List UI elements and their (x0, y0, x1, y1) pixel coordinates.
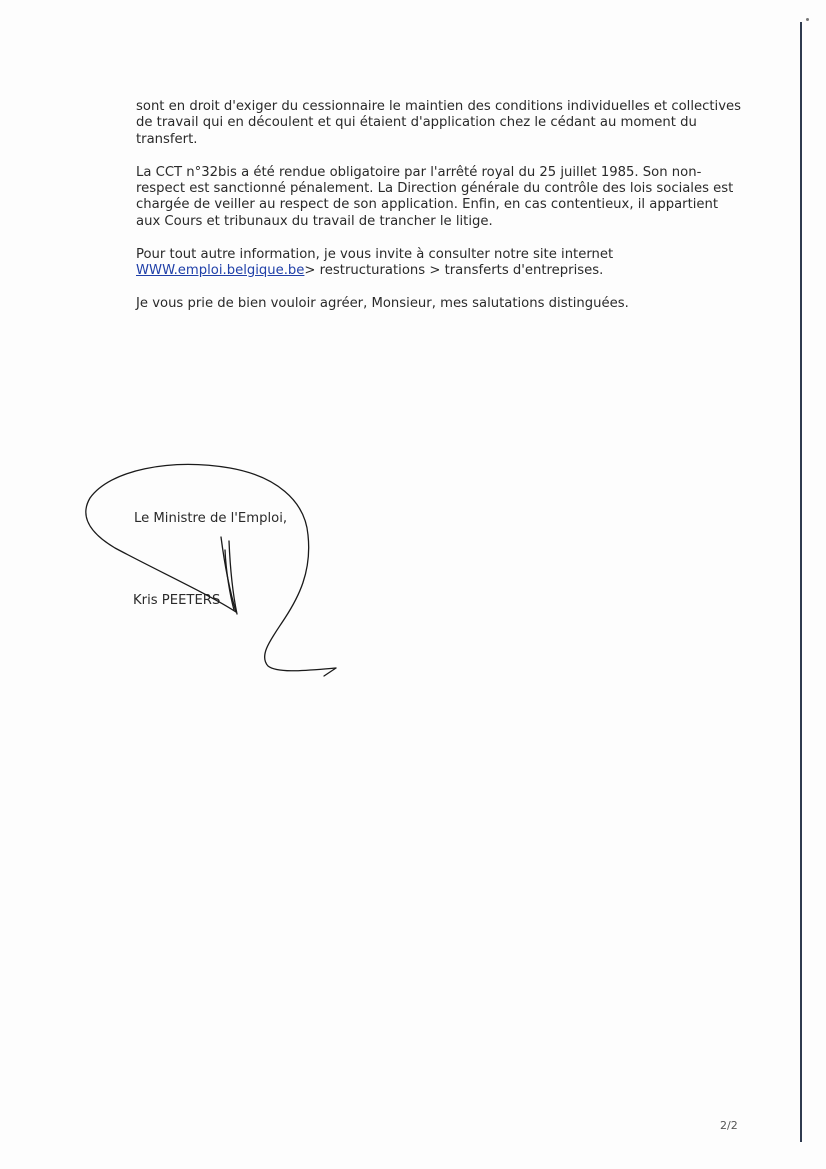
scan-edge-line (800, 22, 802, 1142)
paragraph-cct-32bis: La CCT n°32bis a été rendue obligatoire par l'arrêté royal du 25 juillet 1985. Son non- respect est sanctionné pénalement. La Direction générale du contrôle des lois sociales est chargée de veiller au respect de son application. Enfin, en cas contentieux, il appartient aux Cours et tribunaux du travail de trancher le litige. (136, 164, 734, 229)
website-path: > restructurations > transferts d'entreprises. (304, 263, 604, 279)
letter-body (136, 99, 756, 329)
signatory-name: Kris PEETERS (133, 593, 221, 608)
page-number: 2/2 (720, 1119, 738, 1132)
paragraph-more-information (136, 247, 756, 280)
scan-speck (806, 18, 809, 21)
signatory-title: Le Ministre de l'Emploi, (134, 511, 288, 526)
closing-salutation: Je vous prie de bien vouloir agréer, Monsieur, mes salutations distinguées. (136, 295, 629, 311)
website-link[interactable]: WWW.emploi.belgique.be (136, 263, 305, 279)
more-information-intro: Pour tout autre information, je vous invite à consulter notre site internet (136, 246, 614, 262)
paragraph-transfer-conditions: sont en droit d'exiger du cessionnaire le maintien des conditions individuelles et collectives de travail qui en découlent et qui étaient d'application chez le cédant au moment du transfert. (136, 99, 742, 147)
